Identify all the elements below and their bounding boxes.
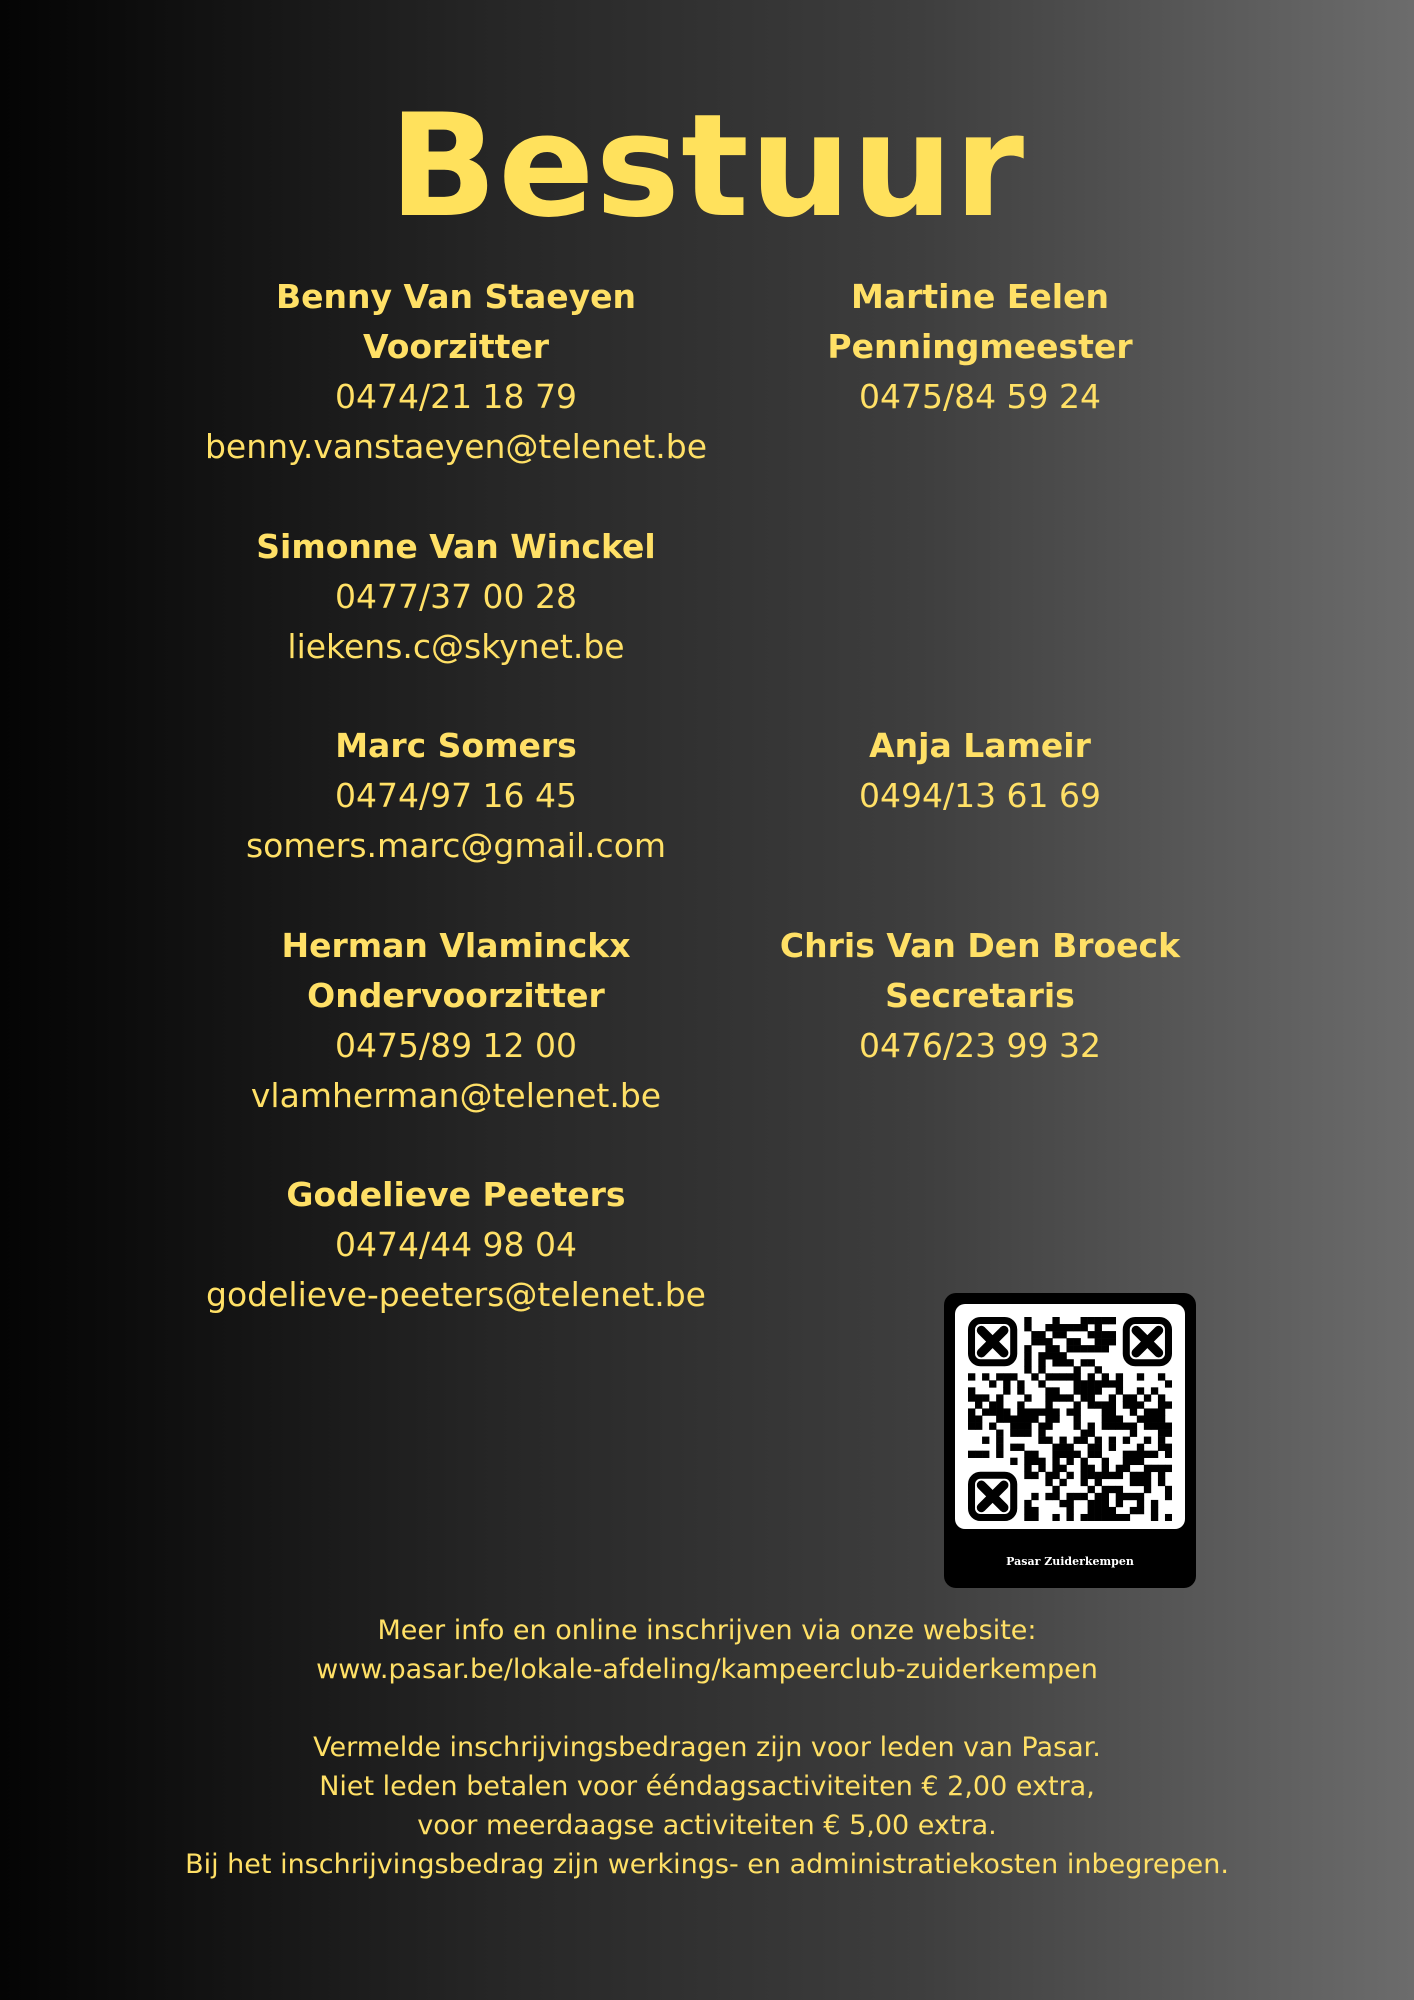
member-email[interactable]: somers.marc@gmail.com xyxy=(245,826,667,865)
member-card-benny xyxy=(176,272,736,472)
member-name: Marc Somers xyxy=(335,726,577,765)
member-phone[interactable]: 0474/21 18 79 xyxy=(334,377,578,416)
website-link[interactable]: www.pasar.be/lokale-afdeling/kampeerclub-zuiderkempen xyxy=(316,1654,1098,1685)
member-card-anja xyxy=(700,721,1260,821)
member-phone[interactable]: 0494/13 61 69 xyxy=(858,776,1102,815)
member-name: Chris Van Den Broeck xyxy=(779,926,1181,965)
page-title: Bestuur xyxy=(388,84,1026,249)
pricing-notice xyxy=(0,1728,1414,1884)
member-phone[interactable]: 0477/37 00 28 xyxy=(334,577,578,616)
qr-code-card[interactable] xyxy=(944,1293,1196,1588)
notice-line: voor meerdaagse activiteiten € 5,00 extra. xyxy=(417,1810,997,1841)
member-name: Benny Van Staeyen xyxy=(275,277,637,316)
member-role: Voorzitter xyxy=(362,327,550,366)
website-info xyxy=(0,1611,1414,1689)
website-intro: Meer info en online inschrijven via onze website: xyxy=(377,1615,1037,1646)
member-role: Penningmeester xyxy=(827,327,1133,366)
member-email[interactable]: godelieve-peeters@telenet.be xyxy=(206,1275,706,1314)
member-phone[interactable]: 0474/44 98 04 xyxy=(334,1225,578,1264)
qr-code-frame xyxy=(955,1304,1185,1529)
member-phone[interactable]: 0476/23 99 32 xyxy=(858,1026,1102,1065)
member-name: Anja Lameir xyxy=(869,726,1091,765)
member-email[interactable]: benny.vanstaeyen@telenet.be xyxy=(204,427,708,466)
member-phone[interactable]: 0474/97 16 45 xyxy=(334,776,578,815)
notice-line: Bij het inschrijvingsbedrag zijn werkings- en administratiekosten inbegrepen. xyxy=(185,1849,1229,1880)
member-card-martine xyxy=(700,272,1260,422)
member-card-marc xyxy=(176,721,736,871)
member-phone[interactable]: 0475/89 12 00 xyxy=(334,1026,578,1065)
member-email[interactable]: liekens.c@skynet.be xyxy=(287,627,625,666)
notice-line: Vermelde inschrijvingsbedragen zijn voor leden van Pasar. xyxy=(313,1732,1101,1763)
member-card-godelieve xyxy=(176,1170,736,1320)
member-role: Secretaris xyxy=(885,976,1075,1015)
qr-code-icon xyxy=(968,1317,1172,1521)
member-card-chris xyxy=(700,921,1260,1071)
member-name: Herman Vlaminckx xyxy=(281,926,631,965)
member-name: Simonne Van Winckel xyxy=(256,527,656,566)
qr-label: Pasar Zuiderkempen xyxy=(1006,1555,1134,1568)
notice-line: Niet leden betalen voor ééndagsactiviteiten € 2,00 extra, xyxy=(319,1771,1095,1802)
member-phone[interactable]: 0475/84 59 24 xyxy=(858,377,1102,416)
member-name: Martine Eelen xyxy=(851,277,1109,316)
member-email[interactable]: vlamherman@telenet.be xyxy=(250,1076,662,1115)
member-role: Ondervoorzitter xyxy=(307,976,605,1015)
member-name: Godelieve Peeters xyxy=(286,1175,626,1214)
member-card-simonne xyxy=(176,522,736,672)
member-card-herman xyxy=(176,921,736,1121)
